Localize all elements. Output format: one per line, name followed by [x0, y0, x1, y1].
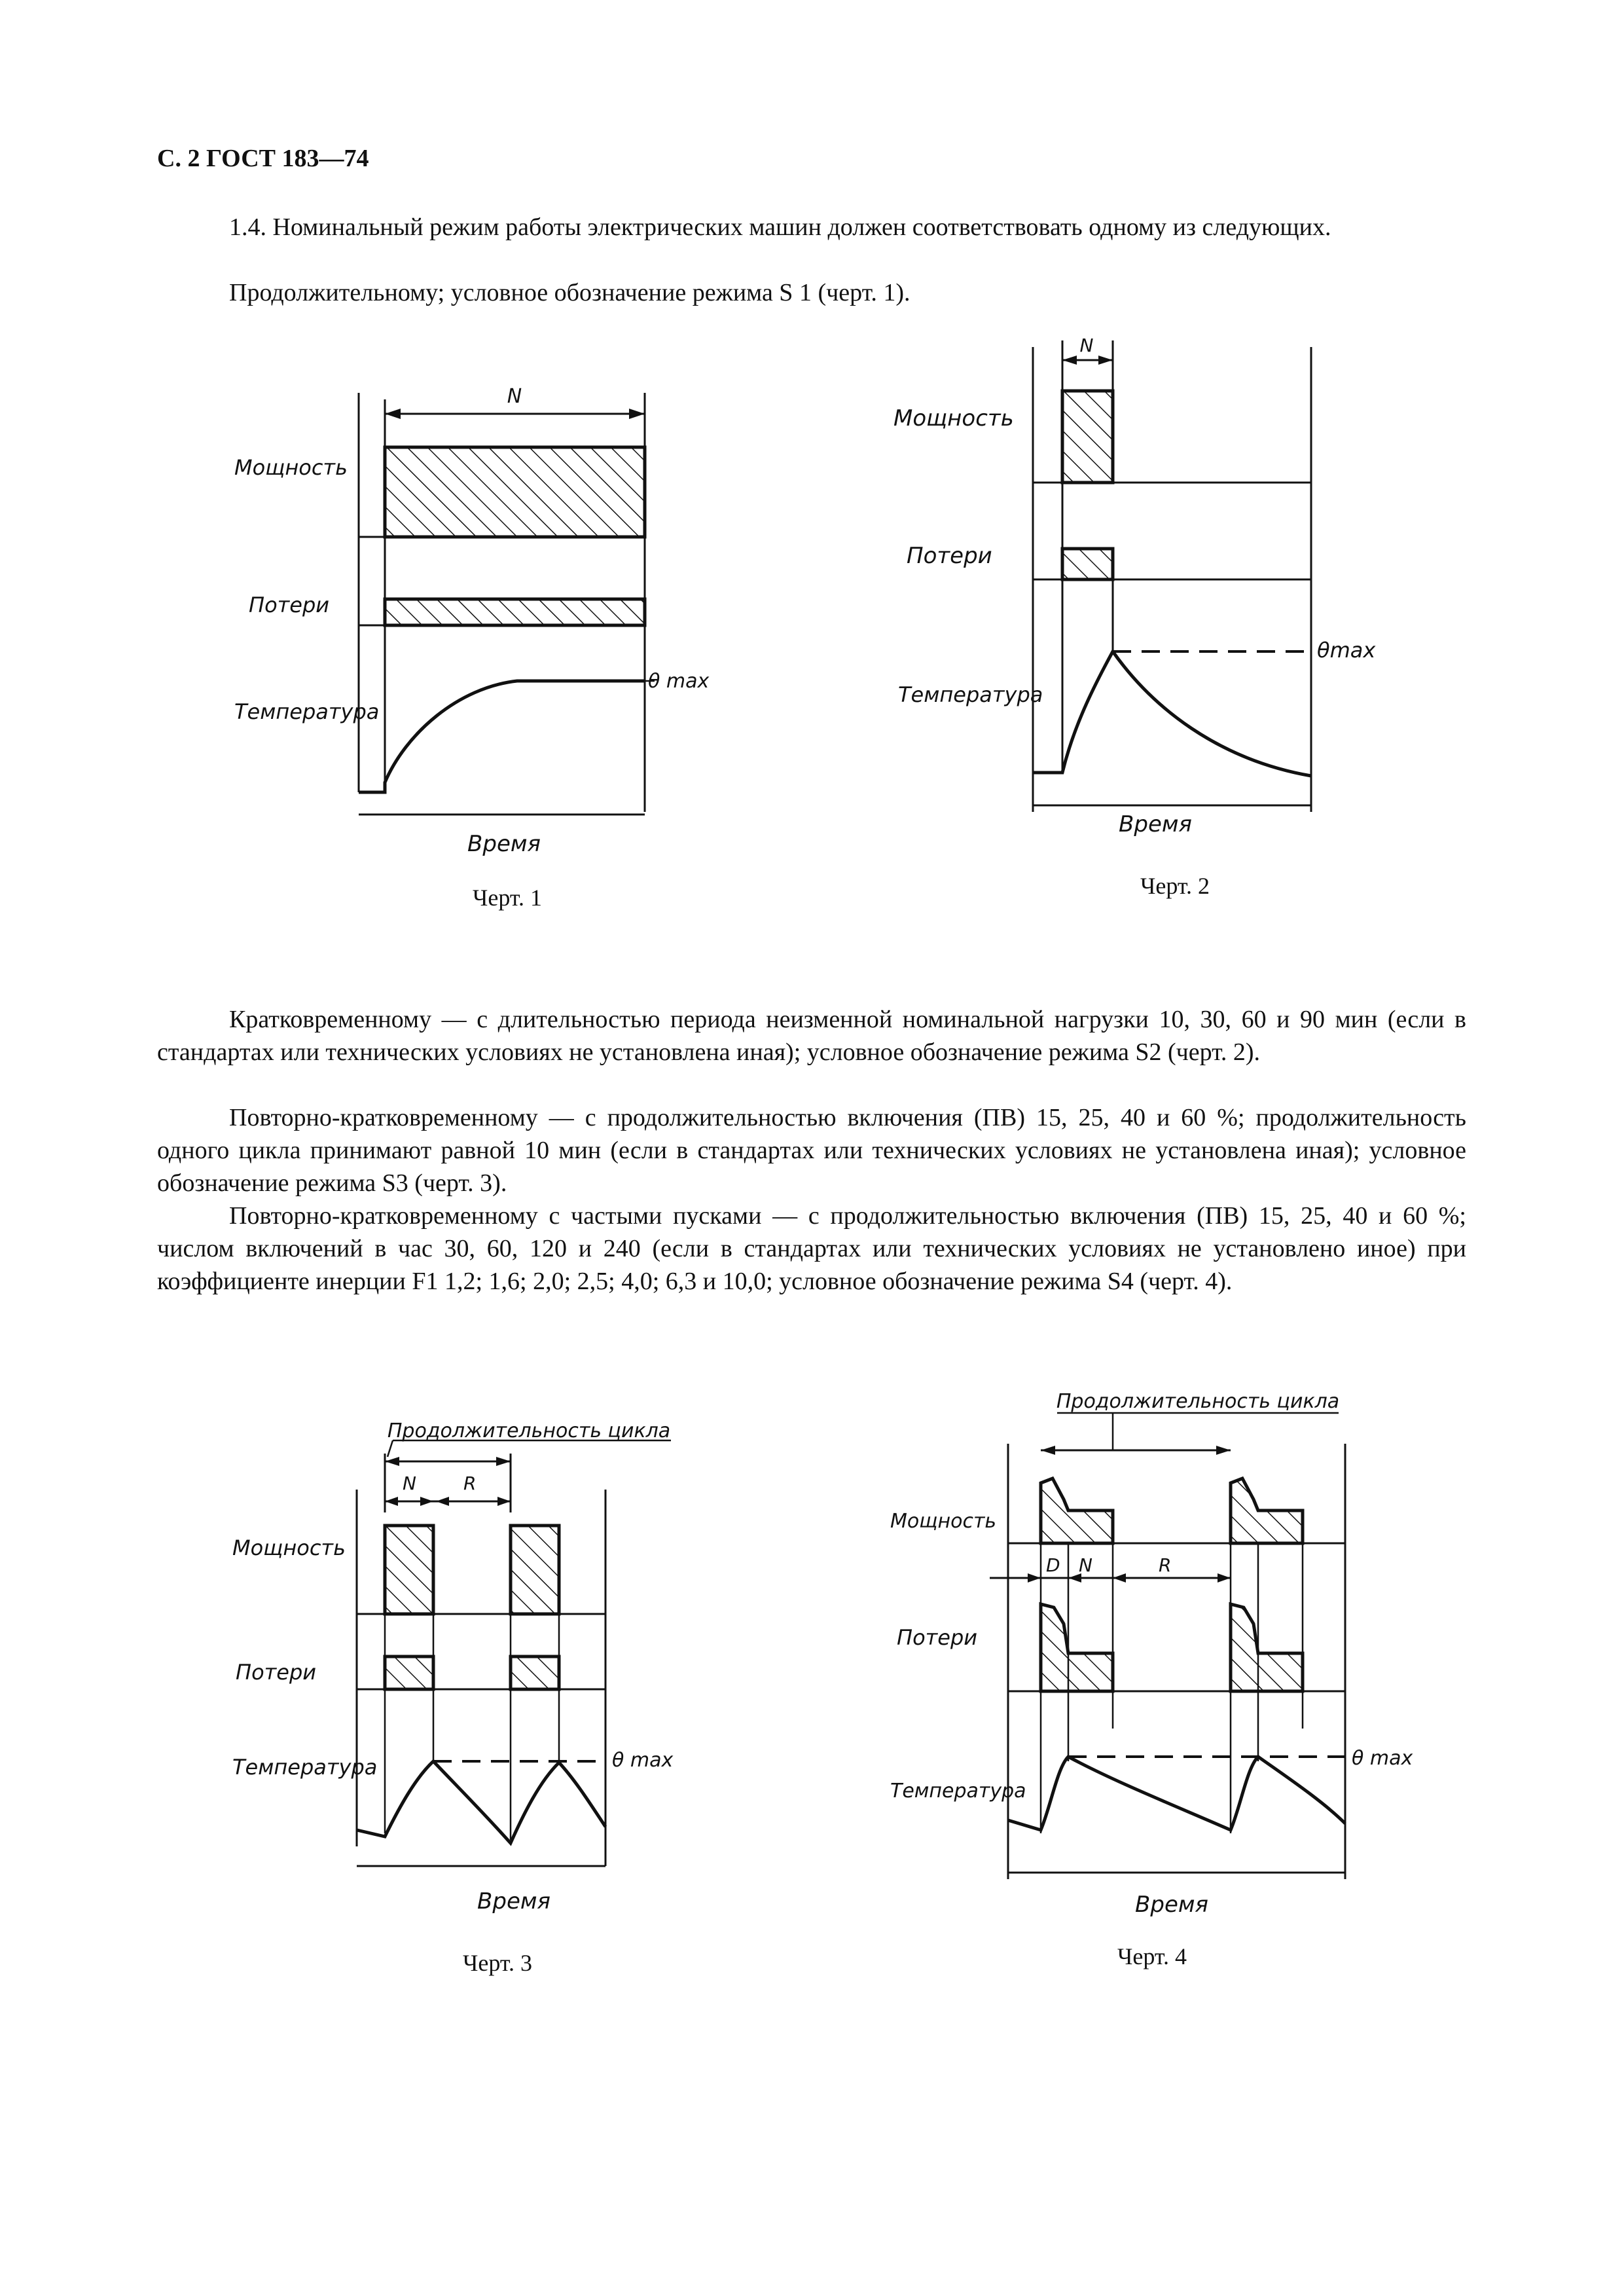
figure-1 [234, 385, 709, 911]
fig3-n-label: N [403, 1473, 416, 1494]
paragraph-1-4: 1.4. Номинальный режим работы электрических машин должен соответствовать одному из следующих. [229, 213, 1331, 241]
fig3-cycle-label: Продолжительность цикла [387, 1419, 671, 1442]
figure-2 [893, 335, 1376, 899]
page-header: С. 2 ГОСТ 183—74 [157, 145, 369, 172]
paragraph-s1: Продолжительному; условное обозначение режима S 1 (черт. 1). [229, 279, 911, 306]
fig3-losses-label: Потери [236, 1660, 317, 1685]
fig1-caption: Черт. 1 [473, 885, 542, 911]
paragraph-s3: Повторно-кратковременному — с продолжительностью включения (ПВ) 15, 25, 40 и 60 %; продолжительность одного цикла принимают равной 10 мин (если в стандартах или технических условиях не установлена иная); условное обозначение режима S3 (черт. 3). [157, 1104, 1466, 1197]
fig1-power-bar [385, 447, 645, 537]
fig2-theta-label: θmax [1317, 638, 1376, 663]
figure-4 [890, 1390, 1413, 1969]
fig3-theta-label: θ max [612, 1749, 674, 1772]
fig4-power-bar-1 [1041, 1478, 1113, 1543]
fig1-theta-label: θ max [648, 670, 710, 693]
fig2-caption: Черт. 2 [1140, 873, 1210, 899]
fig1-losses-label: Потери [249, 593, 330, 617]
fig2-time-label: Время [1119, 811, 1192, 837]
fig3-r-label: R [463, 1473, 477, 1494]
fig1-temperature-label: Температура [234, 699, 380, 724]
fig3-losses-bar-2 [511, 1657, 559, 1689]
fig3-power-bar-2 [511, 1526, 559, 1614]
fig2-temperature-curve [1033, 651, 1311, 776]
fig4-time-label: Время [1135, 1892, 1208, 1918]
fig4-temperature-label: Температура [890, 1780, 1026, 1803]
fig4-theta-label: θ max [1352, 1747, 1413, 1770]
fig3-power-bar-1 [385, 1526, 433, 1614]
paragraph-s2: Кратковременному — с длительностью периода неизменной номинальной нагрузки 10, 30, 60 и 90 мин (если в стандартах или технических условиях не установлена иная); условное обозначение режима S2 (черт. 2). [157, 1006, 1466, 1066]
fig4-cycle-label: Продолжительность цикла [1056, 1390, 1340, 1413]
fig1-power-label: Мощность [234, 455, 348, 480]
fig2-losses-bar [1062, 549, 1113, 579]
fig2-power-label: Мощность [893, 405, 1014, 431]
fig4-power-bar-2 [1231, 1478, 1303, 1543]
fig4-power-label: Мощность [890, 1510, 997, 1533]
fig1-n-label: N [507, 385, 522, 408]
fig2-losses-label: Потери [907, 543, 992, 569]
fig4-temperature-curve [1008, 1757, 1345, 1830]
fig3-temperature-label: Температура [232, 1755, 378, 1780]
fig3-time-label: Время [477, 1888, 550, 1914]
fig4-caption: Черт. 4 [1117, 1943, 1187, 1969]
fig4-d-label: D [1046, 1554, 1060, 1576]
fig2-temperature-label: Температура [898, 682, 1043, 707]
figure-3 [232, 1419, 673, 1976]
fig1-time-label: Время [467, 831, 541, 857]
fig4-losses-label: Потери [897, 1625, 978, 1650]
fig1-temperature-curve [359, 681, 645, 792]
fig3-losses-bar-1 [385, 1657, 433, 1689]
fig3-temperature-curve [357, 1761, 605, 1843]
fig4-r-label: R [1159, 1554, 1172, 1576]
fig1-losses-bar [385, 599, 645, 625]
fig4-losses-bar-2 [1231, 1604, 1303, 1691]
fig3-caption: Черт. 3 [463, 1950, 532, 1976]
paragraph-s4: Повторно-кратковременному с частыми пусками — с продолжительностью включения (ПВ) 15, 25, 40 и 60 %; числом включений в час 30, 60, 120 и 240 (если в стандартах или технических условиях не установлено иное) при коэффициенте инерции F1 1,2; 1,6; 2,0; 2,5; 4,0; 6,3 и 10,0; условное обозначение режима S4 (черт. 4). [157, 1202, 1466, 1295]
fig2-n-label: N [1079, 335, 1094, 356]
fig2-power-bar [1062, 391, 1113, 483]
fig4-n-label: N [1079, 1554, 1092, 1576]
fig3-power-label: Мощность [232, 1535, 346, 1560]
fig4-losses-bar-1 [1041, 1604, 1113, 1691]
